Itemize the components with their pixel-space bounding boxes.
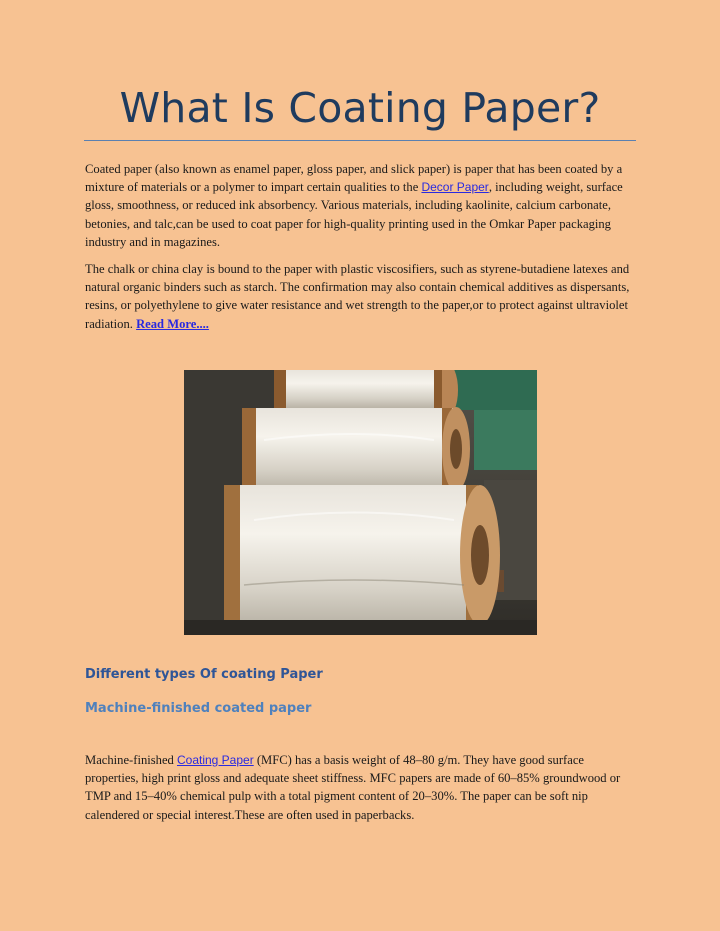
page-title: What Is Coating Paper? <box>119 84 601 132</box>
intro-paragraph <box>85 160 637 251</box>
binder-text: The chalk or china clay is bound to the paper with plastic viscosifiers, such as styrene-butadiene latexes and natural organic binders such as starch. The confirmation may also contain chemical additives as dispersants, resins, or polyethylene to give water resistance and wet strength to the paper,or to protect against ultraviolet radiation. <box>85 262 630 331</box>
paper-rolls-illustration <box>184 370 537 635</box>
section-heading: Different types Of coating Paper <box>85 667 323 682</box>
binder-paragraph <box>85 260 637 333</box>
mfc-text-end: (MFC) has a basis weight of 48–80 g/m. They have good surface properties, high print gloss and adequate sheet stiffness. MFC papers are made of 60–85% groundwood or TMP and 15–40% chemical pulp with a total pigment content of 20–30%. The paper can be soft nip calendered or special interest.These are often used in paperbacks. <box>85 753 621 822</box>
intro-text-start: Coated paper (also known as enamel paper, gloss paper, and slick paper) is paper that has been coated by a mixture of materials or a polymer to impart certain qualities to the <box>85 162 623 195</box>
read-more-link[interactable]: Read More.... <box>136 316 209 331</box>
decor-paper-link[interactable]: Decor Paper <box>421 180 489 195</box>
intro-text-end: , including weight, surface gloss, smoothness, or reduced ink absorbency. Various materials, including kaolinite, calcium carbonate, betonies, and talc,can be used to coat paper for high-quality printing used in the Omkar Paper packaging industry and in magazines. <box>85 180 623 249</box>
subsection-heading: Machine-finished coated paper <box>85 701 312 716</box>
mfc-paragraph <box>85 751 637 824</box>
title-divider <box>84 140 636 141</box>
mfc-text-start: Machine-finished <box>85 753 177 767</box>
coating-paper-link[interactable]: Coating Paper <box>176 753 254 767</box>
paper-rolls-photo <box>184 370 537 635</box>
